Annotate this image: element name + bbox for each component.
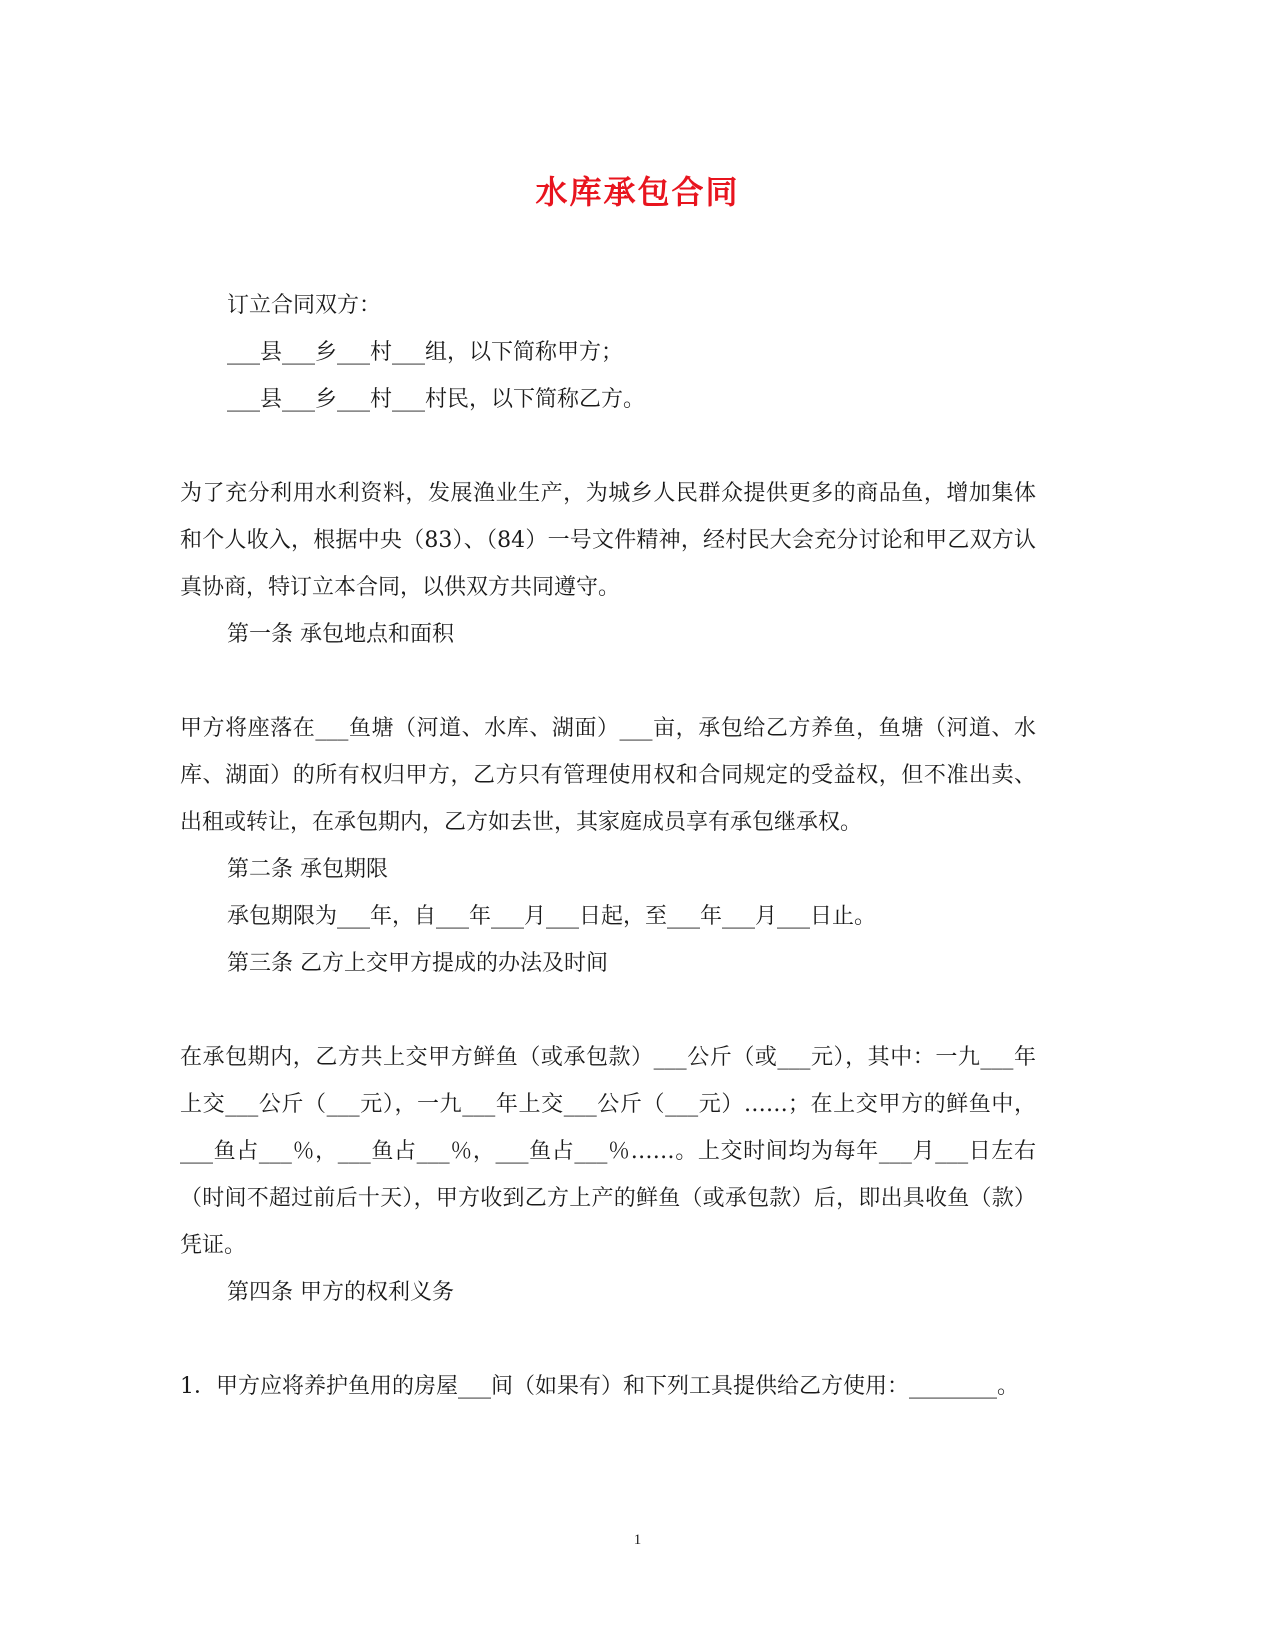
article-1-heading: 第一条 承包地点和面积	[227, 622, 454, 647]
article-2-heading: 第二条 承包期限	[227, 857, 388, 882]
article-3-body: 在承包期内，乙方共上交甲方鲜鱼（或承包款）___公斤（或___元），其中：一九___年上交___公斤（___元），一九___年上交___公斤（___元）……；在上交甲方的鲜鱼中，___鱼占___％，___鱼占___％，___鱼占___％……。上交时间均为每年___月___日左右（时间不超过前后十天），甲方收到乙方上产的鲜鱼（或承包款）后，即出具收鱼（款）凭证。	[180, 1045, 1036, 1258]
parties-label: 订立合同双方：	[227, 293, 382, 318]
article-1-body: 甲方将座落在___鱼塘（河道、水库、湖面）___亩，承包给乙方养鱼，鱼塘（河道、水库、湖面）的所有权归甲方，乙方只有管理使用权和合同规定的受益权，但不准出卖、出租或转让，在承包期内，乙方如去世，其家庭成员享有承包继承权。	[180, 716, 1036, 835]
contract-body	[180, 282, 1036, 1410]
article-4-item-1: 1．甲方应将养护鱼用的房屋___间（如果有）和下列工具提供给乙方使用：________。	[180, 1374, 1019, 1399]
preamble-paragraph: 为了充分利用水利资料，发展渔业生产，为城乡人民群众提供更多的商品鱼，增加集体和个人收入，根据中央（83）、（84）一号文件精神，经村民大会充分讨论和甲乙双方认真协商，特订立本合同，以供双方共同遵守。	[180, 481, 1036, 600]
article-2-body: 承包期限为___年，自___年___月___日起，至___年___月___日止。	[227, 904, 877, 929]
party-b-line: ___县___乡___村___村民，以下简称乙方。	[227, 387, 646, 412]
document-title: 水库承包合同	[535, 173, 740, 211]
party-a-line: ___县___乡___村___组，以下简称甲方；	[227, 340, 624, 365]
article-4-heading: 第四条 甲方的权利义务	[227, 1280, 454, 1305]
article-3-heading: 第三条 乙方上交甲方提成的办法及时间	[227, 951, 608, 976]
page-number: 1	[633, 1532, 642, 1548]
